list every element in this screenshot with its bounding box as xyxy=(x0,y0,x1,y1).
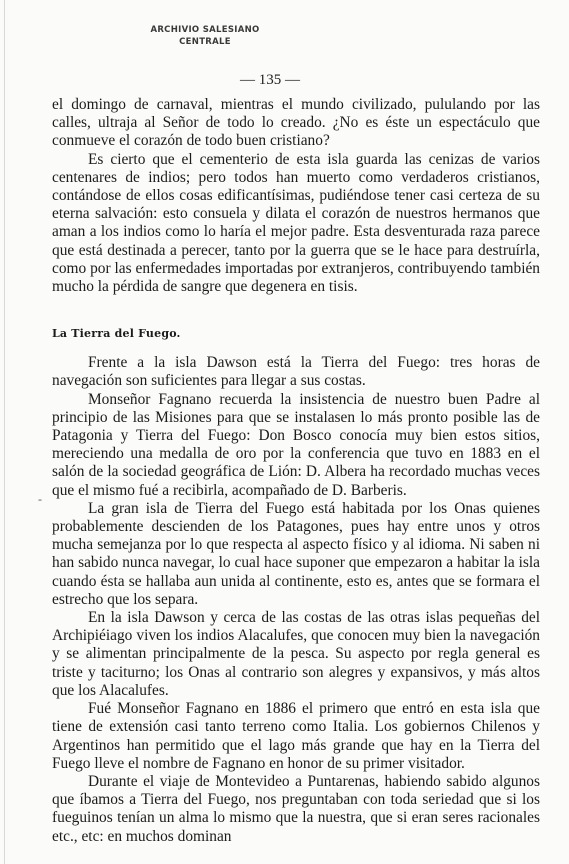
body-text xyxy=(52,96,540,846)
stamp-line-centrale: CENTRALE xyxy=(179,37,231,47)
paragraph-cementerio: Es cierto que el cementerio de esta isla guarda las cenizas de varios centenares de indios; pero todos han muerto como verdaderos cristianos, contándose de ellos cosas edificantísimas, pudiéndose tener casi certeza de su eterna salvación: esto consuela y dilata el corazón de nuestros hermanos que aman a los indios como lo haría el mejor padre. Esta desventurada raza parece que está destinada a perecer, tanto por la guerra que se le hace para destruírla, como por las enfermedades importadas por extranjeros, contribuyendo también mucho la pérdida de sangre que degenera en tisis. xyxy=(52,150,540,296)
page-number: — 135 — xyxy=(240,72,300,88)
page-edge-shadow xyxy=(4,0,5,864)
paragraph-gran-isla: La gran isla de Tierra del Fuego está habitada por los Onas quienes probablemente descienden de los Patagones, pues hay entre unos y otros mucha semejanza por lo que respecta al aspecto físico y al idioma. Ni saben ni han sabido nunca navegar, lo cual hace suponer que empezaron a habitar la isla cuando ésta se hallaba aun unida al continente, esto es, antes que se formara el estrecho que los separa. xyxy=(52,499,540,608)
paragraph-viaje: Durante el viaje de Montevideo a Puntarenas, habiendo sabido algunos que íbamos a Tierra del Fuego, nos preguntaban con toda seriedad que si los fueguinos tenían un alma lo mismo que la nuestra, que si eran seres racionales etc., etc: en muchos dominan xyxy=(52,772,540,845)
paragraph-dawson: En la isla Dawson y cerca de las costas de las otras islas pequeñas del Archipiéiago viven los indios Alacalufes, que conocen muy bien la navegación y se alimentan principalmente de la pesca. Su aspecto por regla general es triste y taciturno; los Onas al contrario son alegres y expansivos, y más altos que los Alacalufes. xyxy=(52,609,540,699)
archive-stamp xyxy=(150,24,260,48)
stamp-line-archive: ARCHIVIO SALESIANO xyxy=(150,25,260,35)
paragraph-frente: Frente a la isla Dawson está la Tierra del Fuego: tres horas de navegación son suficientes para llegar a sus costas. xyxy=(52,354,540,390)
paragraph-monsenor: Monseñor Fagnano recuerda la insistencia de nuestro buen Padre al principio de las Misiones para que se instalasen lo más pronto posible las de Patagonia y Tierra del Fuego: Don Bosco conocía muy bien estos sitios, mereciendo una medalla de oro por la conferencia que tuvo en 1883 en el salón de la sociedad geográfica de Lión: D. Albera ha recordado muchas veces que el mismo fué a recibirla, acompañado de D. Barberis. xyxy=(52,390,540,499)
paragraph-fagnano: Fué Monseñor Fagnano en 1886 el primero que entró en esta isla que tiene de extensión casi tanto terreno como Italia. Los gobiernos Chilenos y Argentinos han permitido que el lago más grande que hay en la Tierra del Fuego lleve el nombre de Fagnano en honor de su primer visitador. xyxy=(52,700,540,772)
section-heading: La Tierra del Fuego. xyxy=(52,327,181,341)
margin-pencil-mark: - xyxy=(38,492,42,506)
paragraph-continuation: el domingo de carnaval, mientras el mundo civilizado, pululando por las calles, ultraja al Señor de todo lo creado. ¿No es éste un espectáculo que conmueve el corazón de todo buen cristiano? xyxy=(52,96,540,150)
